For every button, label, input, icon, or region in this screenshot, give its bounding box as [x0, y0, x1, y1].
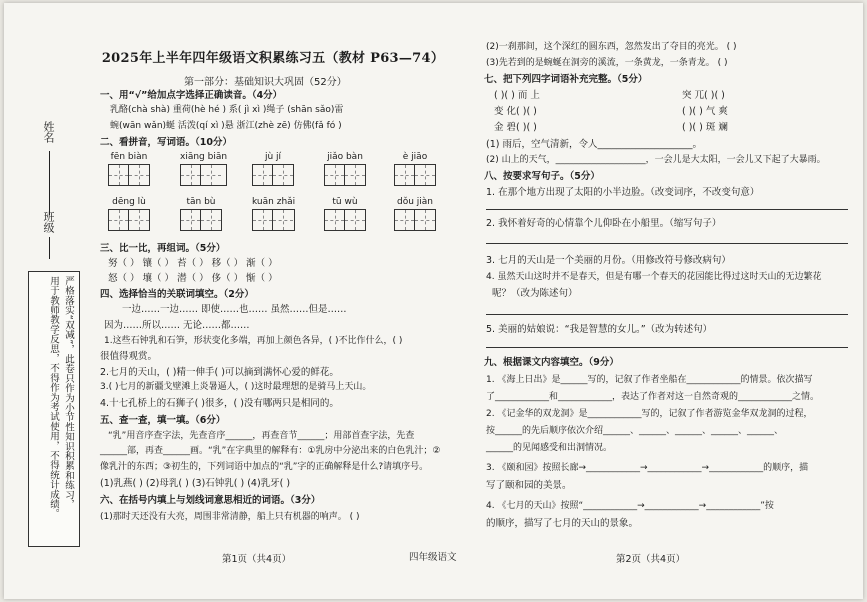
q5-line-1: “乳”用音序查字法，先查音序______，再查音节______；用部首查字法，先查 [108, 431, 415, 441]
q8-sentence-4: 4. 虽然天山这时并不是春天，但是有哪一个春天的花园能比得过这时天山的无边繁花 [486, 272, 822, 282]
footer-page-right: 第2页（共4页） [616, 554, 686, 565]
writing-boxes[interactable] [394, 164, 436, 186]
q6-heading: 六、在括号内填上与划线词意思相近的词语。（3分） [100, 495, 321, 506]
q8-sentence-5: 5. 美丽的姑娘说：“我是智慧的女儿。”（改为转述句） [486, 324, 713, 335]
class-label: 班级 [42, 211, 55, 233]
pinyin-grid [252, 152, 294, 186]
pinyin-text: dǒu jiàn [396, 197, 433, 207]
q6-sentence-3: (3)先若到的是蜿蜒在洞旁的溪流，一条黄龙，一条青龙。 ( ) [486, 58, 728, 68]
exam-paper [4, 3, 863, 599]
double-reduction-notice [28, 271, 80, 547]
q7-row-1a: ( )( ) 而 上 [494, 90, 540, 101]
q5-line-2: ______部，再查______画。“乳”在字典里的解释有：①乳房中分泌出来的白色乳汁；② [100, 446, 441, 456]
notice-line-1: 严格落实“双减”，此卷只作为小节性知识积累和练习， [63, 276, 74, 510]
answer-line[interactable] [486, 347, 848, 348]
pinyin-text: xiāng biān [180, 152, 228, 162]
pinyin-text: tū wù [332, 197, 358, 207]
q2-heading: 二、看拼音，写词语。（10分） [100, 137, 232, 148]
q9-line-3: 2. 《记金华的双龙洞》是____________写的，记叙了作者游览金华双龙洞的过程， [486, 409, 813, 419]
pinyin-text: dēng lù [112, 197, 146, 207]
q8-sentence-1: 1. 在那个地方出现了太阳的小半边脸。（改变词序，不改变句意） [486, 187, 760, 198]
q9-line-4: 按______的先后顺序依次介绍______、______、______、______、______、 [486, 426, 784, 436]
answer-line[interactable] [486, 209, 848, 210]
q9-line-2: 了____________和____________，表达了作者对这一自然奇观的____________之情。 [486, 392, 820, 402]
pinyin-grid [252, 197, 295, 231]
pinyin-grid [324, 197, 366, 231]
q4-heading: 四、选择恰当的关联词填空。（2分） [100, 289, 254, 300]
q4-sentence-1b: 很值得观赏。 [100, 351, 158, 362]
q6-sentence-2: (2)一刹那间，这个深红的圆东西，忽然发出了夺目的亮光。 ( ) [486, 42, 737, 52]
q4-options-1: 一边……一边…… 即使……也…… 虽然……但是…… [122, 304, 347, 315]
q1-row-1: 乳酪(chà shà) 重荷(hè hé ) 系( jì xì )绳子 (shān sǎo)雷 [110, 105, 344, 115]
q4-sentence-4: 4.十七孔桥上的石狮子( )很多，( )没有哪两只是相同的。 [100, 398, 339, 409]
pinyin-grid [108, 152, 150, 186]
q8-sentence-4b: 呢？（改为陈述句） [492, 288, 578, 299]
q8-sentence-2: 2. 我怀着好奇的心情靠个儿仰卧在小船里。（缩写句子） [486, 218, 722, 229]
class-line [49, 237, 50, 259]
q1-row-2: 蜿(wān wǎn)蜒 活泼(qí xì )悬 浙江(zhè zē) 仿佛(fǎ fó ) [110, 121, 342, 131]
writing-boxes[interactable] [108, 164, 150, 186]
pinyin-text: fēn biàn [110, 152, 148, 162]
q4-sentence-2: 2.七月的天山，( )精一伸手( )可以摘到满怀心爱的鲜花。 [100, 367, 339, 378]
q7-row-2b: ( )( ) 气 爽 [682, 106, 728, 117]
writing-boxes[interactable] [252, 209, 295, 231]
part-heading: 第一部分：基础知识大巩固（52分） [184, 77, 347, 88]
q9-line-9: 的顺序，描写了七月的天山的景象。 [486, 518, 639, 529]
q7-row-2a: 变 化( )( ) [494, 106, 537, 117]
writing-boxes[interactable] [324, 164, 366, 186]
q9-heading: 九、根据课文内容填空。（9分） [484, 357, 619, 368]
q3-row-1: 努（ ） 镶（ ） 苔（ ） 移（ ） 渐（ ） [108, 258, 278, 269]
q5-line-3: 像乳汁的东西；③初生的，下列词语中加点的“乳”字的正确解释是什么?请填序号。 [100, 462, 429, 472]
pinyin-text: è jiāo [402, 152, 428, 162]
name-label: 姓名 [42, 121, 55, 143]
q1-heading: 一、用“√”给加点字选择正确读音。（4分） [100, 90, 283, 101]
pinyin-grid [394, 152, 436, 186]
q4-sentence-3: 3.( )七月的新疆戈壁滩上炎暑逼人，( )这时最理想的是骑马上天山。 [100, 382, 372, 392]
pinyin-grid [394, 197, 436, 231]
q8-sentence-3: 3. 七月的天山是一个美丽的月份。（用修改符号修改病句） [486, 255, 731, 266]
q9-line-6: 3. 《颐和园》按照长廊→____________→____________→____________的顺序，描 [486, 463, 809, 473]
pinyin-grid [108, 197, 150, 231]
footer-subject: 四年级语文 [409, 552, 457, 563]
pinyin-text: jiǎo bàn [327, 152, 363, 162]
name-line [49, 151, 50, 215]
footer-page-left: 第1页（共4页） [222, 554, 292, 565]
pinyin-grid [324, 152, 366, 186]
writing-boxes[interactable] [180, 164, 227, 186]
q7-fill-2: (2) 山上的天气，____________________，一会儿是大太阳，一会儿又下起了大暴雨。 [486, 155, 826, 165]
answer-line[interactable] [486, 243, 848, 244]
q8-heading: 八、按要求写句子。（5分） [484, 171, 600, 182]
q3-heading: 三、比一比，再组词。（5分） [100, 243, 226, 254]
q9-line-1: 1. 《海上日出》是______写的，记叙了作者坐船在____________的情景。依次描写 [486, 375, 813, 385]
pinyin-text: jù jí [264, 152, 282, 162]
writing-boxes[interactable] [180, 209, 222, 231]
pinyin-text: tān bù [186, 197, 216, 207]
q4-sentence-1: 1.这些石钟乳和石笋，形状变化多端，再加上颜色各异，( )不比作什么，( ) [104, 336, 403, 346]
q7-row-1b: 突 兀( )( ) [682, 90, 725, 101]
q7-fill-1: (1) 雨后，空气清新，令人____________________。 [486, 139, 702, 150]
pinyin-grid [180, 152, 227, 186]
q9-line-8: 4. 《七月的天山》按照“____________→____________→____________”按 [486, 501, 774, 511]
q5-options: (1)乳燕( ) (2)母乳( ) (3)石钟乳( ) (4)乳牙( ) [100, 478, 291, 489]
q7-row-3a: 金 碧( )( ) [494, 122, 537, 133]
writing-boxes[interactable] [394, 209, 436, 231]
writing-boxes[interactable] [108, 209, 150, 231]
q7-heading: 七、把下列四字词语补充完整。（5分） [484, 74, 648, 85]
q3-row-2: 怒（ ） 壤（ ） 潜（ ） 侈（ ） 惭（ ） [108, 273, 278, 284]
writing-boxes[interactable] [324, 209, 366, 231]
q6-sentence-1: (1)那时天还没有大亮，周围非常清静，船上只有机器的响声。 ( ) [100, 512, 360, 522]
answer-line[interactable] [486, 314, 848, 315]
pinyin-grid [180, 197, 222, 231]
pinyin-text: kuān zhǎi [252, 197, 296, 207]
notice-line-2: 用于教师教学反思，不得作为考试使用，不得统计成绩。 [48, 276, 59, 519]
q5-heading: 五、查一查，填一填。（6分） [100, 415, 226, 426]
writing-boxes[interactable] [252, 164, 294, 186]
page-title: 2025年上半年四年级语文积累练习五（教材 P63—74） [101, 51, 445, 66]
q9-line-5: ______的见闻感受和出洞情况。 [486, 443, 613, 453]
q4-options-2: 因为……所以…… 无论……都…… [104, 320, 250, 331]
q9-line-7: 写了颐和园的美景。 [486, 480, 572, 491]
binding-margin [4, 3, 88, 599]
q7-row-3b: ( )( ) 斑 斓 [682, 122, 728, 133]
